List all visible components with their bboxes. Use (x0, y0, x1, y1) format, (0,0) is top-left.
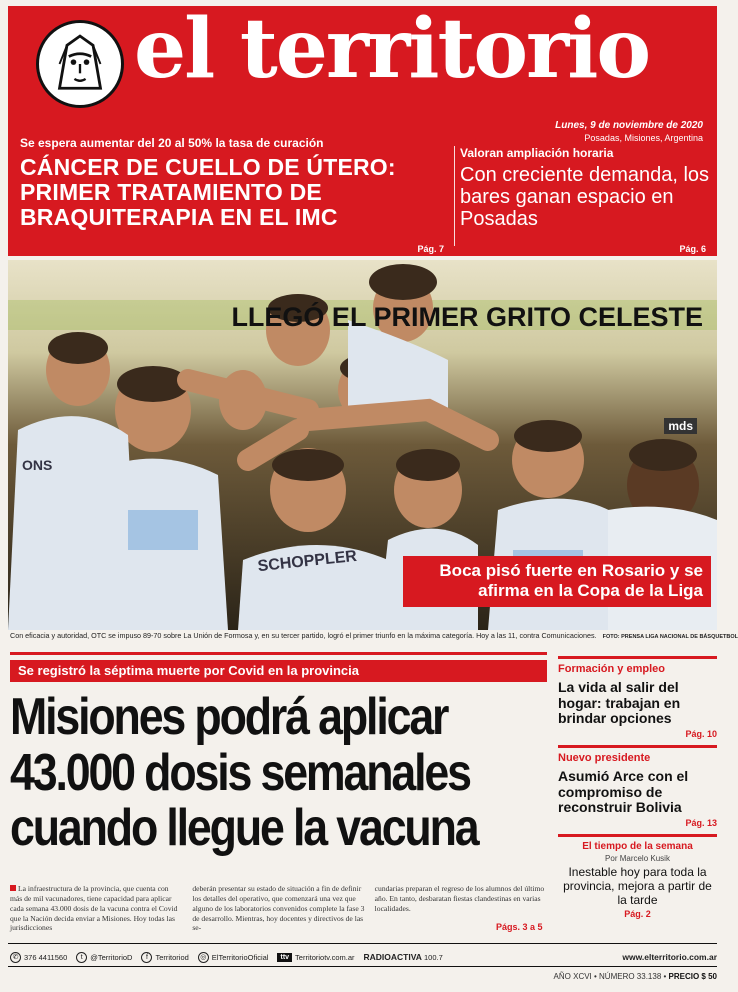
weather-kicker: El tiempo de la semana (582, 841, 693, 853)
side-kicker: Nuevo presidente (558, 752, 651, 765)
body-col-1: La infraestructura de la provincia, que cuenta con más de mil vacunadores, tiene capacidad para aplicar cada semana 43.000 dosis de la vacuna contra el Covid que la Nación decida enviar a Misiones. Hoy todas las jurisdicciones (10, 884, 178, 933)
boca-story[interactable]: Boca pisó fuerte en Rosario y se afirma en la Copa de la Liga (403, 556, 711, 607)
weather-author: Por Marcelo Kusik (605, 854, 670, 864)
brand-title: el territorio (134, 1, 650, 97)
top-story-cancer[interactable] (20, 136, 450, 254)
top-story-bares[interactable] (460, 146, 710, 254)
whatsapp-icon: ✆ (10, 952, 21, 963)
photo-credit: FOTO: PRENSA LIGA NACIONAL DE BÁSQUETBOL (602, 634, 738, 640)
main-body (10, 884, 547, 933)
footer-rule-2 (8, 966, 717, 967)
caption-text: Con eficacia y autoridad, OTC se impuso 89-70 sobre La Unión de Formosa y, en su tercer partido, logró el primer triunfo en la máxima categoría. Hoy a las 11, contra Comunicaciones. (10, 631, 597, 640)
column-divider (454, 146, 455, 246)
photo-headline: LLEGÓ EL PRIMER GRITO CELESTE (231, 302, 703, 332)
side-headline: La vida al salir del hogar: trabajan en brindar opciones (558, 679, 681, 727)
footer-whatsapp[interactable]: ✆ 376 4411560 (10, 952, 67, 963)
story-page: Pág. 6 (679, 244, 706, 254)
date: Lunes, 9 de noviembre de 2020 (555, 120, 703, 131)
newspaper-logo-icon (36, 20, 124, 108)
photo-caption (10, 631, 738, 640)
section-rule (10, 652, 547, 655)
story-page: Pág. 7 (417, 244, 444, 254)
sponsor-logo: mds (664, 418, 697, 434)
weather-page: Pág. 2 (624, 909, 651, 920)
footer-tv[interactable]: ttv Territoriotv.com.ar (277, 953, 354, 962)
footer-twitter[interactable]: t @TerritorioD (76, 952, 132, 963)
jersey-name: SCHOPPLER (256, 547, 358, 576)
issue-info: AÑO XCVI • NÚMERO 33.138 • PRECIO $ 50 (553, 972, 717, 981)
footer-rule (8, 943, 717, 944)
footer-instagram[interactable]: ◎ ElTerritorioOficial (198, 952, 269, 963)
body-col-3: cundarias preparan el regreso de los alumnos del último año. En tanto, desbaratan fiestas clandestinas en varias localidades. (374, 884, 545, 913)
facebook-icon: f (141, 952, 152, 963)
weather-box[interactable] (558, 834, 717, 919)
footer-website[interactable]: www.elterritorio.com.ar (622, 952, 717, 962)
dateline (555, 120, 703, 143)
svg-text:ONS: ONS (22, 457, 53, 473)
story-kicker: Se espera aumentar del 20 al 50% la tasa de curación (20, 136, 324, 150)
instagram-icon: ◎ (198, 952, 209, 963)
twitter-icon: t (76, 952, 87, 963)
side-story-bolivia[interactable] (558, 745, 717, 828)
main-headline[interactable]: Misiones podrá aplicar 43.000 dosis semanales cuando llegue la vacuna (10, 688, 478, 858)
tv-badge: ttv (277, 953, 292, 962)
side-story-empleo[interactable] (558, 656, 717, 739)
main-kicker: Se registró la séptima muerte por Covid en la provincia (10, 660, 547, 682)
side-page: Pág. 13 (685, 818, 717, 829)
weather-headline: Inestable hoy para toda la provincia, mejora a partir de la tarde (563, 865, 712, 907)
basketball-photo[interactable] (8, 260, 717, 630)
side-headline: Asumió Arce con el compromiso de reconstruir Bolivia (558, 768, 689, 816)
story-headline: Con creciente demanda, los bares ganan espacio en Posadas (460, 164, 710, 230)
side-page: Pág. 10 (685, 729, 717, 740)
location: Posadas, Misiones, Argentina (584, 133, 703, 143)
side-kicker: Formación y empleo (558, 663, 665, 675)
footer-radio[interactable]: RADIOACTIVA 100.7 (363, 952, 443, 962)
footer (10, 950, 717, 964)
story-headline: CÁNCER DE CUELLO DE ÚTERO: PRIMER TRATAMIENTO DE BRAQUITERAPIA EN EL IMC (20, 154, 396, 230)
body-col-2: deberán presentar su estado de situación a fin de definir los detalles del operativo, que comenzará una vez que alguno de los laboratorios convenidos complete la fase 3 de desarrollo. Mientras, hoy docentes y directivos de las se- (192, 884, 365, 933)
story-kicker: Valoran ampliación horaria (460, 146, 614, 160)
main-page-ref: Págs. 3 a 5 (496, 922, 543, 932)
masthead (8, 1, 717, 256)
footer-facebook[interactable]: f Territoriod (141, 952, 188, 963)
bullet-square-icon (10, 885, 16, 891)
sidebar (558, 656, 717, 919)
